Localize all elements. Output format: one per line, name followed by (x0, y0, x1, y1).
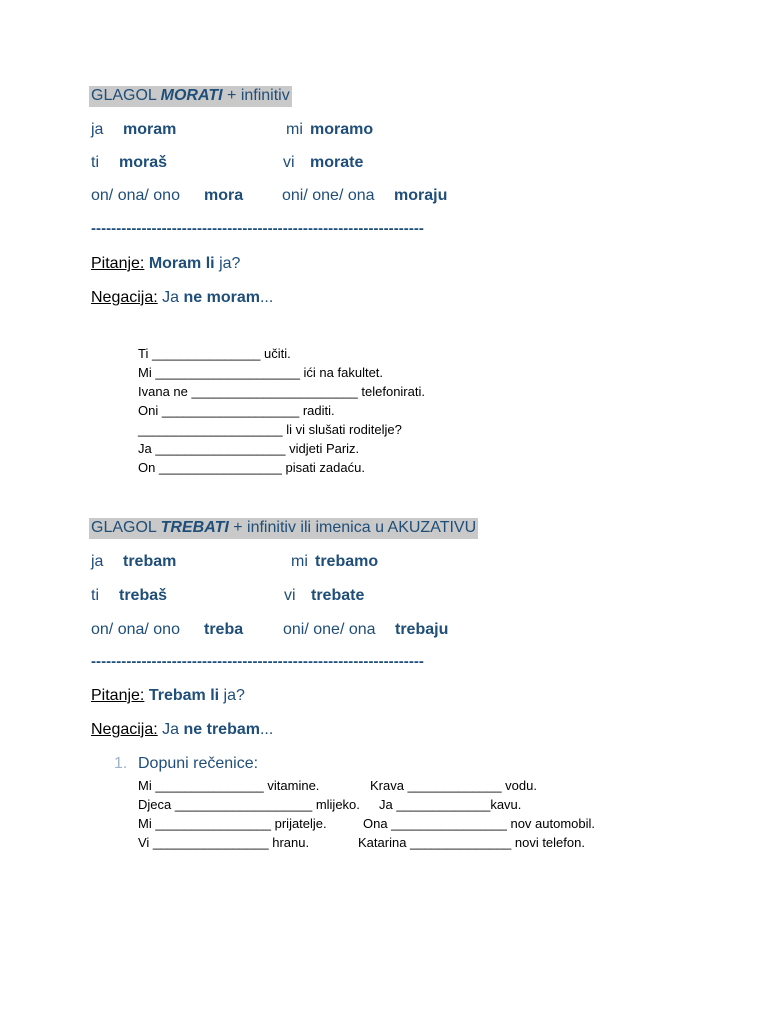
exercise-right: Ja _____________kavu. (379, 797, 522, 812)
pronoun-vi: vi (284, 587, 296, 604)
negation-text-start: Ja (162, 289, 184, 306)
pronoun-mi: mi (286, 121, 308, 138)
negation-text: ne trebam (183, 721, 260, 738)
question-label: Pitanje: (91, 255, 145, 272)
heading-suffix: + infinitiv ili imenica u AKUZATIVU (228, 519, 477, 536)
morati-heading (89, 86, 292, 107)
question-text-end: ja? (223, 687, 245, 704)
pronoun-vi: vi (283, 154, 295, 171)
negation-line (91, 289, 273, 307)
exercise-left: Djeca ___________________ mlijeko. (138, 797, 360, 812)
divider-line: ------------------------------------------------------------------ (91, 220, 424, 237)
negation-ellipsis: ... (259, 289, 274, 306)
exercise-left: Vi ________________ hranu. (138, 835, 310, 850)
exercise-line: Ti _______________ učiti. (138, 346, 291, 361)
trebati-heading (89, 518, 478, 539)
exercise-line: Oni ___________________ raditi. (138, 403, 335, 418)
question-text: Trebam li (148, 687, 224, 704)
form-moras: moraš (119, 154, 168, 171)
exercise-line: Ivana ne _______________________ telefonirati. (138, 384, 425, 399)
exercise-right: Krava _____________ vodu. (370, 778, 537, 793)
question-text-end: ja? (219, 255, 241, 272)
pronoun-on-ona-ono: on/ ona/ ono (91, 621, 180, 638)
form-moram: moram (123, 121, 177, 138)
pronoun-ja: ja (91, 121, 104, 138)
negation-text-start: Ja (162, 721, 184, 738)
pronoun-oni-one-ona: oni/ one/ ona (282, 187, 379, 204)
exercise-line: Ja __________________ vidjeti Pariz. (138, 441, 360, 456)
pronoun-mi: mi (291, 553, 313, 570)
pronoun-ti: ti (91, 587, 99, 604)
form-trebas: trebaš (119, 587, 168, 604)
negation-label: Negacija: (91, 721, 158, 738)
form-mora: mora (204, 187, 244, 204)
pronoun-oni-one-ona: oni/ one/ ona (283, 621, 380, 638)
form-morate: morate (310, 154, 364, 171)
pronoun-ti: ti (91, 154, 99, 171)
exercise-left: Mi ________________ prijatelje. (138, 816, 327, 831)
form-moraju: moraju (394, 187, 448, 204)
negation-ellipsis: ... (259, 721, 274, 738)
task-title: Dopuni rečenice: (138, 755, 259, 772)
form-trebam: trebam (123, 553, 177, 570)
heading-suffix: + infinitiv (222, 87, 290, 104)
pronoun-ja: ja (91, 553, 104, 570)
negation-label: Negacija: (91, 289, 158, 306)
form-trebaju: trebaju (395, 621, 449, 638)
heading-verb: MORATI (160, 87, 223, 104)
form-treba: treba (204, 621, 244, 638)
exercise-left: Mi _______________ vitamine. (138, 778, 320, 793)
exercise-right: Ona ________________ nov automobil. (363, 816, 596, 831)
negation-text: ne moram (183, 289, 260, 306)
question-line (91, 687, 245, 705)
negation-line (91, 721, 273, 739)
exercise-line: ____________________ li vi slušati roditelje? (138, 422, 402, 437)
question-line (91, 255, 240, 273)
exercise-right: Katarina ______________ novi telefon. (358, 835, 585, 850)
heading-prefix: GLAGOL (91, 87, 161, 104)
exercise-line: On _________________ pisati zadaću. (138, 460, 365, 475)
form-trebamo: trebamo (315, 553, 379, 570)
question-label: Pitanje: (91, 687, 145, 704)
divider-line: ------------------------------------------------------------------ (91, 653, 424, 670)
heading-verb: TREBATI (160, 519, 229, 536)
pronoun-on-ona-ono: on/ ona/ ono (91, 187, 180, 204)
form-trebate: trebate (311, 587, 365, 604)
task-number: 1. (114, 755, 128, 772)
form-moramo: moramo (310, 121, 374, 138)
heading-prefix: GLAGOL (91, 519, 161, 536)
exercise-line: Mi ____________________ ići na fakultet. (138, 365, 384, 380)
question-text: Moram li (148, 255, 220, 272)
